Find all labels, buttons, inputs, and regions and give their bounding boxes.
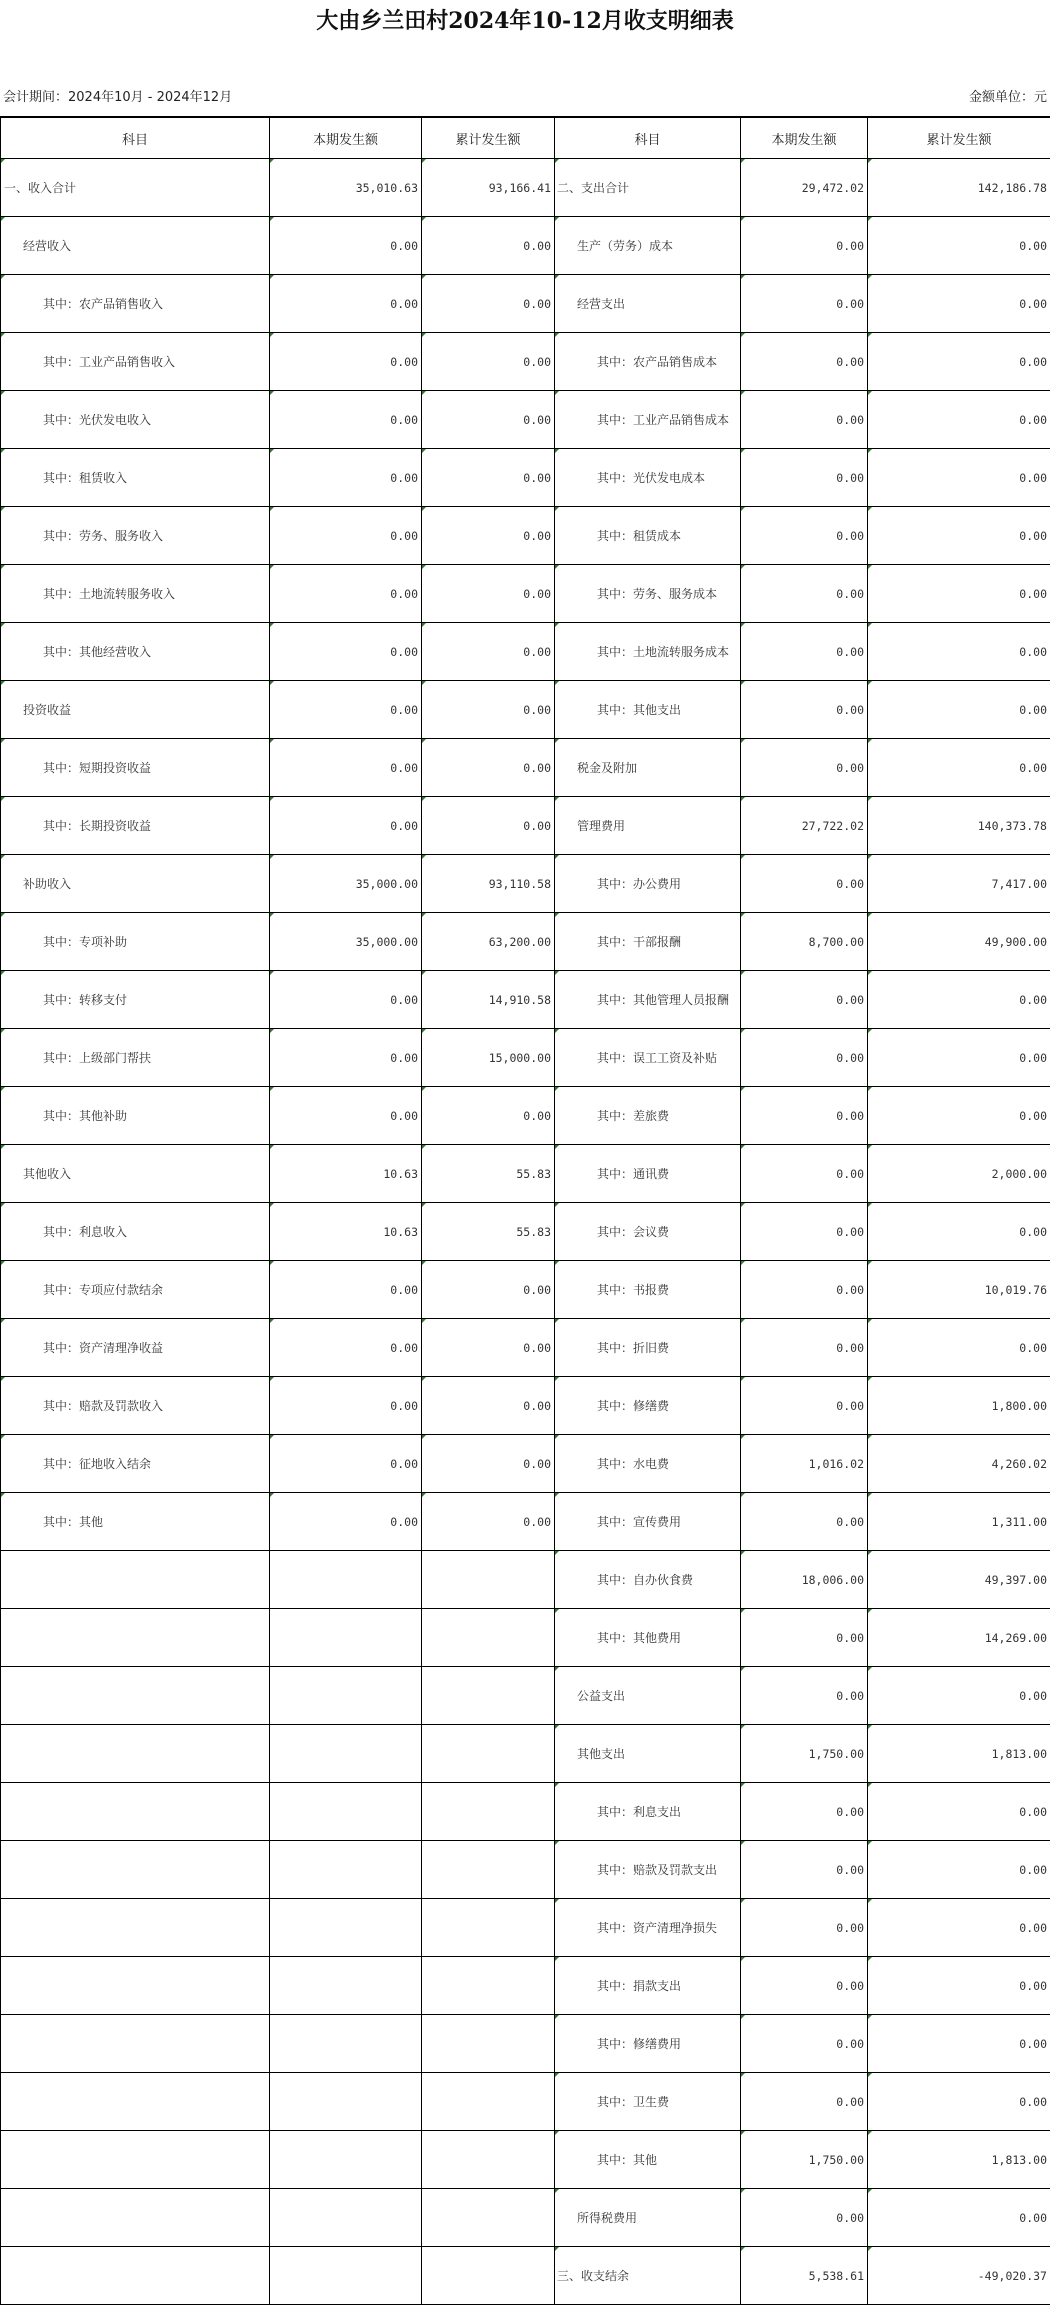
expense-subject: 其中：修缮费用 [555,2015,741,2073]
expense-subject: 其中：土地流转服务成本 [555,623,741,681]
income-current-amount [270,2189,422,2247]
table-row [1,1435,1050,1493]
income-current-amount [270,2073,422,2131]
currency-unit: 金额单位：元 [968,90,1047,105]
income-current-amount: 0.00 [270,681,422,739]
expense-current-amount: 0.00 [741,1087,868,1145]
income-cumulative-amount [422,1957,555,2015]
expense-current-amount: 0.00 [741,1957,868,2015]
income-current-amount [270,1957,422,2015]
expense-subject: 其中：其他管理人员报酬 [555,971,741,1029]
expense-current-amount: 0.00 [741,1261,868,1319]
expense-subject: 生产（劳务）成本 [555,217,741,275]
expense-subject: 其中：会议费 [555,1203,741,1261]
expense-subject: 三、收支结余 [555,2247,741,2305]
income-current-amount [270,1899,422,1957]
income-cumulative-amount [422,2189,555,2247]
income-subject: 其中：资产清理净收益 [1,1319,270,1377]
income-cumulative-amount: 0.00 [422,565,555,623]
expense-subject: 其中：资产清理净损失 [555,1899,741,1957]
expense-cumulative-amount: 0.00 [868,217,1050,275]
expense-cumulative-amount: 7,417.00 [868,855,1050,913]
income-cumulative-amount: 55.83 [422,1145,555,1203]
income-subject: 补助收入 [1,855,270,913]
income-current-amount: 0.00 [270,623,422,681]
income-subject: 其中：其他经营收入 [1,623,270,681]
expense-subject: 税金及附加 [555,739,741,797]
income-cumulative-amount [422,2015,555,2073]
income-subject [1,2189,270,2247]
income-current-amount: 35,000.00 [270,855,422,913]
income-subject: 其他收入 [1,1145,270,1203]
expense-cumulative-amount: 0.00 [868,739,1050,797]
income-current-amount: 0.00 [270,1319,422,1377]
table-row [1,2073,1050,2131]
expense-subject: 其中：书报费 [555,1261,741,1319]
income-cumulative-amount: 0.00 [422,333,555,391]
expense-subject: 其中：干部报酬 [555,913,741,971]
expense-current-amount: 0.00 [741,1783,868,1841]
table-row [1,1203,1050,1261]
income-current-amount: 0.00 [270,333,422,391]
expense-current-amount: 0.00 [741,739,868,797]
table-row [1,1493,1050,1551]
income-cumulative-amount [422,1609,555,1667]
income-cumulative-amount: 0.00 [422,449,555,507]
table-row [1,159,1050,217]
table-row [1,2247,1050,2305]
expense-subject: 公益支出 [555,1667,741,1725]
expense-subject: 其中：其他费用 [555,1609,741,1667]
table-row [1,681,1050,739]
income-cumulative-amount: 0.00 [422,623,555,681]
expense-subject: 其中：农产品销售成本 [555,333,741,391]
expense-subject: 其中：劳务、服务成本 [555,565,741,623]
expense-cumulative-amount: 0.00 [868,333,1050,391]
expense-current-amount: 0.00 [741,2015,868,2073]
table-row [1,2131,1050,2189]
income-subject: 其中：长期投资收益 [1,797,270,855]
expense-subject: 其中：折旧费 [555,1319,741,1377]
expense-cumulative-amount: 0.00 [868,391,1050,449]
expense-cumulative-amount: 142,186.78 [868,159,1050,217]
expense-cumulative-amount: 0.00 [868,1899,1050,1957]
expense-subject: 其中：水电费 [555,1435,741,1493]
income-subject: 其中：租赁收入 [1,449,270,507]
income-current-amount [270,1783,422,1841]
income-current-amount: 0.00 [270,449,422,507]
income-cumulative-amount [422,1725,555,1783]
expense-cumulative-amount: 4,260.02 [868,1435,1050,1493]
expense-current-amount: 1,750.00 [741,1725,868,1783]
income-cumulative-amount: 0.00 [422,739,555,797]
expense-subject: 其中：工业产品销售成本 [555,391,741,449]
table-row [1,913,1050,971]
table-row [1,1609,1050,1667]
table-row [1,1261,1050,1319]
income-cumulative-amount: 15,000.00 [422,1029,555,1087]
header-cumulative-left: 累计发生额 [422,117,555,159]
table-row [1,1667,1050,1725]
table-row [1,797,1050,855]
income-cumulative-amount [422,2131,555,2189]
table-row [1,507,1050,565]
expense-current-amount: 0.00 [741,1609,868,1667]
income-subject: 其中：利息收入 [1,1203,270,1261]
income-expense-table [0,116,1050,2305]
income-subject: 其中：其他补助 [1,1087,270,1145]
expense-current-amount: 0.00 [741,1841,868,1899]
income-cumulative-amount: 0.00 [422,1435,555,1493]
table-row [1,1029,1050,1087]
income-cumulative-amount [422,1899,555,1957]
expense-current-amount: 0.00 [741,1899,868,1957]
header-current-left: 本期发生额 [270,117,422,159]
expense-cumulative-amount: 0.00 [868,2189,1050,2247]
expense-cumulative-amount: 0.00 [868,1841,1050,1899]
income-current-amount: 0.00 [270,797,422,855]
income-current-amount: 35,000.00 [270,913,422,971]
table-row [1,391,1050,449]
income-cumulative-amount: 0.00 [422,391,555,449]
table-row [1,217,1050,275]
expense-cumulative-amount: 0.00 [868,1029,1050,1087]
accounting-period: 会计期间：2024年10月 - 2024年12月 [3,90,233,105]
expense-current-amount: 0.00 [741,1145,868,1203]
expense-subject: 其中：利息支出 [555,1783,741,1841]
income-subject: 其中：短期投资收益 [1,739,270,797]
income-cumulative-amount: 0.00 [422,1377,555,1435]
expense-cumulative-amount: 0.00 [868,2073,1050,2131]
expense-current-amount: 0.00 [741,681,868,739]
table-row [1,971,1050,1029]
income-cumulative-amount [422,1783,555,1841]
income-cumulative-amount [422,1551,555,1609]
table-row [1,1551,1050,1609]
expense-cumulative-amount: 0.00 [868,623,1050,681]
income-subject [1,1667,270,1725]
income-subject: 投资收益 [1,681,270,739]
income-subject: 其中：工业产品销售收入 [1,333,270,391]
income-current-amount: 35,010.63 [270,159,422,217]
expense-current-amount: 8,700.00 [741,913,868,971]
table-row [1,1145,1050,1203]
header-subject-left: 科目 [1,117,270,159]
expense-subject: 管理费用 [555,797,741,855]
income-subject [1,1609,270,1667]
income-cumulative-amount [422,2073,555,2131]
expense-cumulative-amount: 0.00 [868,449,1050,507]
income-current-amount: 0.00 [270,391,422,449]
table-row [1,2189,1050,2247]
expense-current-amount: 0.00 [741,1493,868,1551]
expense-cumulative-amount: 1,813.00 [868,2131,1050,2189]
expense-current-amount: 1,016.02 [741,1435,868,1493]
header-subject-right: 科目 [555,117,741,159]
expense-cumulative-amount: -49,020.37 [868,2247,1050,2305]
income-subject: 经营收入 [1,217,270,275]
income-cumulative-amount: 0.00 [422,275,555,333]
income-cumulative-amount [422,1667,555,1725]
expense-current-amount: 18,006.00 [741,1551,868,1609]
expense-subject: 其中：卫生费 [555,2073,741,2131]
income-current-amount: 0.00 [270,1493,422,1551]
expense-cumulative-amount: 0.00 [868,275,1050,333]
income-cumulative-amount: 0.00 [422,1493,555,1551]
table-row [1,333,1050,391]
income-cumulative-amount: 0.00 [422,1319,555,1377]
header-current-right: 本期发生额 [741,117,868,159]
expense-subject: 其中：修缮费 [555,1377,741,1435]
expense-subject: 其中：其他支出 [555,681,741,739]
expense-current-amount: 0.00 [741,1377,868,1435]
income-current-amount: 0.00 [270,1377,422,1435]
expense-current-amount: 0.00 [741,1029,868,1087]
income-cumulative-amount: 93,166.41 [422,159,555,217]
income-cumulative-amount: 55.83 [422,1203,555,1261]
expense-current-amount: 0.00 [741,275,868,333]
expense-cumulative-amount: 0.00 [868,1667,1050,1725]
income-subject [1,1841,270,1899]
expense-subject: 所得税费用 [555,2189,741,2247]
expense-current-amount: 0.00 [741,507,868,565]
expense-subject: 其中：光伏发电成本 [555,449,741,507]
expense-cumulative-amount: 0.00 [868,507,1050,565]
income-cumulative-amount: 0.00 [422,797,555,855]
income-cumulative-amount: 14,910.58 [422,971,555,1029]
expense-cumulative-amount: 0.00 [868,1203,1050,1261]
table-row [1,449,1050,507]
income-cumulative-amount: 63,200.00 [422,913,555,971]
expense-current-amount: 0.00 [741,855,868,913]
expense-subject: 经营支出 [555,275,741,333]
expense-current-amount: 27,722.02 [741,797,868,855]
expense-subject: 其中：宣传费用 [555,1493,741,1551]
income-cumulative-amount: 0.00 [422,217,555,275]
income-current-amount [270,2015,422,2073]
income-cumulative-amount [422,1841,555,1899]
income-subject: 其中：土地流转服务收入 [1,565,270,623]
table-body [1,159,1050,2305]
expense-current-amount: 1,750.00 [741,2131,868,2189]
income-subject: 其中：上级部门帮扶 [1,1029,270,1087]
income-cumulative-amount: 0.00 [422,1261,555,1319]
expense-cumulative-amount: 0.00 [868,1319,1050,1377]
table-row [1,739,1050,797]
income-subject: 其中：赔款及罚款收入 [1,1377,270,1435]
income-current-amount [270,1609,422,1667]
table-row [1,1725,1050,1783]
income-cumulative-amount: 0.00 [422,681,555,739]
income-current-amount [270,1667,422,1725]
table-row [1,1899,1050,1957]
income-current-amount: 0.00 [270,275,422,333]
expense-cumulative-amount: 0.00 [868,2015,1050,2073]
expense-subject: 其中：其他 [555,2131,741,2189]
table-row [1,275,1050,333]
income-subject: 其中：农产品销售收入 [1,275,270,333]
income-subject [1,1899,270,1957]
table-row [1,1957,1050,2015]
expense-current-amount: 0.00 [741,1667,868,1725]
income-current-amount: 0.00 [270,739,422,797]
expense-current-amount: 0.00 [741,565,868,623]
income-current-amount [270,2247,422,2305]
income-subject [1,2073,270,2131]
income-subject [1,2247,270,2305]
expense-cumulative-amount: 0.00 [868,1783,1050,1841]
income-subject [1,2015,270,2073]
income-subject [1,1551,270,1609]
table-row [1,1841,1050,1899]
expense-cumulative-amount: 1,800.00 [868,1377,1050,1435]
expense-subject: 其中：办公费用 [555,855,741,913]
expense-cumulative-amount: 10,019.76 [868,1261,1050,1319]
expense-current-amount: 0.00 [741,217,868,275]
expense-cumulative-amount: 0.00 [868,681,1050,739]
income-subject: 一、收入合计 [1,159,270,217]
income-subject [1,2131,270,2189]
expense-current-amount: 0.00 [741,623,868,681]
expense-cumulative-amount: 140,373.78 [868,797,1050,855]
income-current-amount: 0.00 [270,565,422,623]
income-current-amount: 0.00 [270,217,422,275]
income-subject: 其中：征地收入结余 [1,1435,270,1493]
income-current-amount: 0.00 [270,1435,422,1493]
expense-current-amount: 0.00 [741,1203,868,1261]
expense-subject: 其中：赔款及罚款支出 [555,1841,741,1899]
income-current-amount: 0.00 [270,1029,422,1087]
table-row [1,1319,1050,1377]
income-cumulative-amount: 93,110.58 [422,855,555,913]
table-row [1,565,1050,623]
table-row [1,855,1050,913]
income-subject: 其中：专项应付款结余 [1,1261,270,1319]
income-current-amount: 0.00 [270,507,422,565]
expense-subject: 其中：差旅费 [555,1087,741,1145]
income-current-amount [270,1841,422,1899]
expense-current-amount: 29,472.02 [741,159,868,217]
income-current-amount [270,1551,422,1609]
expense-current-amount: 0.00 [741,391,868,449]
table-row [1,623,1050,681]
table-row [1,2015,1050,2073]
expense-cumulative-amount: 0.00 [868,1957,1050,2015]
expense-current-amount: 0.00 [741,449,868,507]
income-subject: 其中：其他 [1,1493,270,1551]
income-cumulative-amount [422,2247,555,2305]
income-subject [1,1725,270,1783]
expense-current-amount: 0.00 [741,2189,868,2247]
expense-cumulative-amount: 0.00 [868,971,1050,1029]
income-current-amount: 10.63 [270,1145,422,1203]
income-current-amount [270,1725,422,1783]
table-row [1,1377,1050,1435]
expense-cumulative-amount: 49,900.00 [868,913,1050,971]
expense-cumulative-amount: 1,311.00 [868,1493,1050,1551]
report-title: 大由乡兰田村2024年10-12月收支明细表 [316,8,734,34]
expense-cumulative-amount: 2,000.00 [868,1145,1050,1203]
expense-cumulative-amount: 0.00 [868,565,1050,623]
expense-current-amount: 0.00 [741,1319,868,1377]
table-row [1,1783,1050,1841]
income-current-amount: 10.63 [270,1203,422,1261]
expense-cumulative-amount: 49,397.00 [868,1551,1050,1609]
income-subject [1,1957,270,2015]
income-current-amount: 0.00 [270,971,422,1029]
income-current-amount: 0.00 [270,1087,422,1145]
income-subject: 其中：转移支付 [1,971,270,1029]
expense-cumulative-amount: 0.00 [868,1087,1050,1145]
expense-subject: 二、支出合计 [555,159,741,217]
income-subject [1,1783,270,1841]
expense-subject: 其中：租赁成本 [555,507,741,565]
expense-current-amount: 0.00 [741,971,868,1029]
income-subject: 其中：劳务、服务收入 [1,507,270,565]
expense-cumulative-amount: 14,269.00 [868,1609,1050,1667]
expense-subject: 其中：通讯费 [555,1145,741,1203]
income-subject: 其中：专项补助 [1,913,270,971]
income-current-amount [270,2131,422,2189]
expense-subject: 其中：自办伙食费 [555,1551,741,1609]
income-cumulative-amount: 0.00 [422,507,555,565]
table-row [1,1087,1050,1145]
income-cumulative-amount: 0.00 [422,1087,555,1145]
expense-subject: 其中：误工工资及补贴 [555,1029,741,1087]
expense-subject: 其他支出 [555,1725,741,1783]
expense-cumulative-amount: 1,813.00 [868,1725,1050,1783]
expense-current-amount: 0.00 [741,2073,868,2131]
header-cumulative-right: 累计发生额 [868,117,1050,159]
expense-current-amount: 0.00 [741,333,868,391]
expense-current-amount: 5,538.61 [741,2247,868,2305]
income-current-amount: 0.00 [270,1261,422,1319]
expense-subject: 其中：捐款支出 [555,1957,741,2015]
income-subject: 其中：光伏发电收入 [1,391,270,449]
table-header-row [1,117,1050,159]
